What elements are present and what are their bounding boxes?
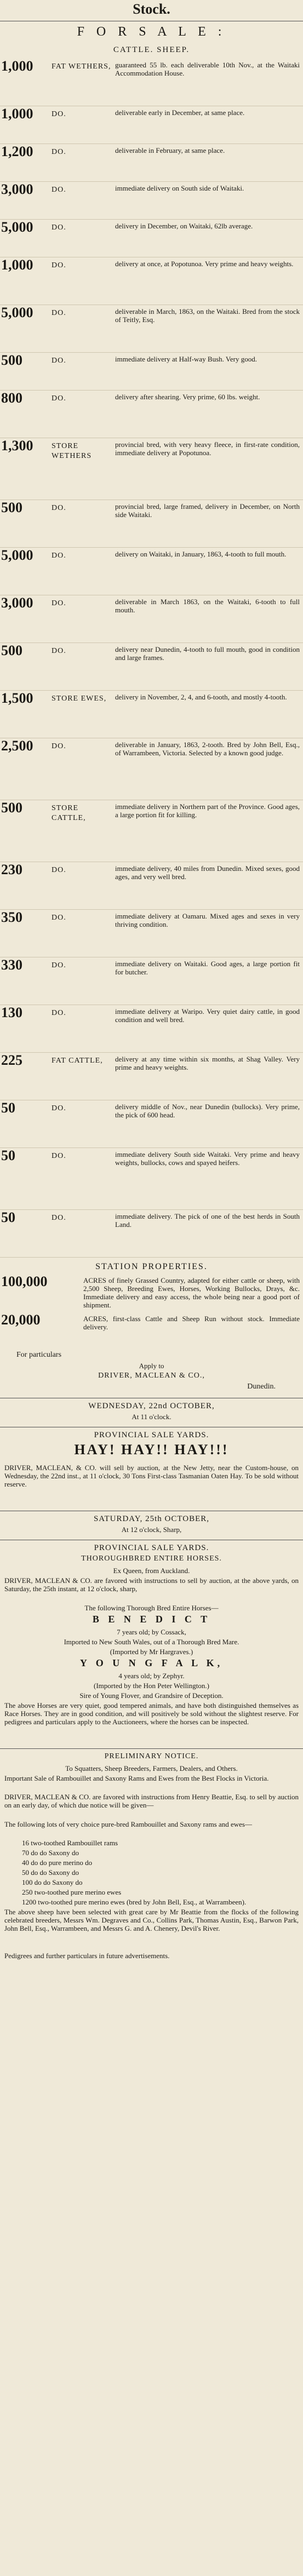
notice-heading: PRELIMINARY NOTICE. (104, 1752, 199, 1760)
lot-row (0, 500, 303, 548)
lot-description: deliverable in March, 1863, on the Waitaki. Bred from the stock of Teitly, Esq. (115, 307, 300, 324)
lot-description: immediate delivery in Northern part of the Province. Good ages, a large portion fit for killing. (115, 802, 300, 819)
lot-row (0, 1053, 303, 1100)
station-item (0, 1312, 303, 1351)
lot-row (0, 144, 303, 182)
lot-row (0, 1005, 303, 1053)
lot-row (0, 800, 303, 862)
lot-kind: DO. (52, 866, 66, 874)
column-title: Stock. (0, 0, 303, 21)
lot-quantity: 330 (1, 957, 22, 973)
lot-kind: DO. (52, 647, 66, 655)
lot-description: provincial bred, with very heavy fleece, in first-rate condition, immediate delivery at Popotunoa. (115, 440, 300, 457)
lot-kind: DO. (52, 742, 66, 750)
lot-description: delivery in November, 2, 4, and 6-tooth, and mostly 4-tooth. (115, 693, 287, 701)
lot-quantity: 800 (1, 391, 22, 406)
notice-closing: The above sheep have been selected with great care by Mr Beattie from the flocks of the following celebrated breeders, Messrs Wm. Degraves and Co., Collins Park, Thomas Austin, Esq., Barwon Park, John Bell, Esq., Warrambeen, and Messrs G. and A. Chenery, Devil's River. (4, 1908, 299, 1932)
lot-row (0, 548, 303, 595)
lot-kind: DO. (52, 961, 66, 969)
horse1-import: Imported to New South Wales, out of a Thorough Bred Mare. (64, 1638, 239, 1646)
lot-kind: STORE CATTLE, (52, 804, 86, 822)
lot-quantity: 500 (1, 353, 22, 368)
lot-quantity: 225 (1, 1053, 22, 1068)
lot-description: provincial bred, large framed, delivery in December, on North side Waitaki. (115, 502, 300, 519)
lot-kind: DO. (52, 599, 66, 607)
lot-quantity: 3,000 (1, 595, 33, 611)
lot-description: immediate delivery at Oamaru. Mixed ages and sexes in very thriving condition. (115, 912, 300, 928)
lot-quantity: 3,000 (1, 182, 33, 197)
sale2-venue: PROVINCIAL SALE YARDS. (94, 1544, 209, 1552)
lot-quantity: 5,000 (1, 548, 33, 563)
horse-young-falk: Y O U N G F A L K, (79, 1657, 224, 1668)
station-desc: ACRES, first-class Cattle and Sheep Run without stock. Immediate delivery. (83, 1315, 300, 1331)
station-desc: ACRES of finely Grassed Country, adapted for either cattle or sheep, with 2,500 Sheep, Breeding Ewes, Horses, Working Bullocks, Drays, &c. Immediate delivery and easy access, the whole being near a good port of shipment. (83, 1276, 300, 1309)
lot-quantity: 500 (1, 500, 22, 515)
lot-quantity: 1,500 (1, 691, 33, 706)
notice-list-item: 100 do do Saxony do (22, 1878, 83, 1886)
apply-to: Apply to (139, 1362, 164, 1370)
lot-row (0, 182, 303, 220)
lot-kind: DO. (52, 1152, 66, 1160)
notice-list (0, 1839, 303, 1908)
lot-description: immediate delivery on Waitaki. Good ages, a large portion fit for butcher. (115, 960, 300, 976)
lot-kind: DO. (52, 1104, 66, 1112)
notice-list-item: 1200 two-toothed pure merino ewes (bred by John Bell, Esq., at Warrambeen). (22, 1898, 247, 1906)
lot-kind: FAT WETHERS, (52, 62, 111, 71)
lot-row (0, 438, 303, 500)
lot-row (0, 59, 303, 106)
lot-kind: DO. (52, 1009, 66, 1017)
for-particulars: For particulars (16, 1351, 62, 1359)
lot-description: guaranteed 55 lb. each deliverable 10th Nov., at the Waitaki Accommodation House. (115, 61, 300, 77)
lot-kind: DO. (52, 186, 66, 194)
lot-description: immediate delivery at Half-way Bush. Very good. (115, 355, 257, 363)
notice-list-item: 40 do do pure merino do (22, 1858, 93, 1867)
lot-row (0, 691, 303, 738)
notice-list-item: 250 two-toothed pure merino ewes (22, 1888, 122, 1896)
lot-description: delivery near Dunedin, 4-tooth to full mouth, good in condition and large frames. (115, 645, 300, 662)
lot-kind: DO. (52, 261, 66, 269)
horse1-note: 7 years old; by Cossack, (117, 1628, 186, 1636)
lot-quantity: 1,000 (1, 59, 33, 74)
horse-benedict: B E N E D I C T (92, 1614, 211, 1625)
agent-name: DRIVER, MACLEAN & CO., (98, 1372, 205, 1380)
station-item (0, 1274, 303, 1312)
lot-description: delivery at once, at Popotunoa. Very prime and heavy weights. (115, 260, 294, 268)
agent-location: Dunedin. (247, 1382, 276, 1391)
lot-kind: DO. (52, 1214, 66, 1222)
notice-important: Important Sale of Rambouillet and Saxony Rams and Ewes from the Best Flocks in Victoria. (4, 1774, 269, 1782)
horse2-note: 4 years old; by Zephyr. (118, 1672, 185, 1680)
lot-kind: DO. (52, 357, 66, 365)
lot-description: immediate delivery South side Waitaki. Very prime and heavy weights, bullocks, cows and spayed heifers. (115, 1150, 300, 1167)
horse2-import: (Imported by Mr Hargraves.) (110, 1648, 193, 1656)
station-qty: 100,000 (1, 1273, 48, 1289)
lot-description: immediate delivery. The pick of one of the best herds in South Land. (115, 1212, 300, 1229)
lot-kind: DO. (52, 309, 66, 317)
sale2-body: DRIVER, MACLEAN & CO. are favored with instructions to sell by auction, at the above yards, on Saturday, the 25th instant, at 12 o'clock, sharp, (4, 1576, 299, 1593)
for-sale-banner: F O R S A L E : (77, 25, 226, 39)
lot-quantity: 500 (1, 643, 22, 658)
lot-kind: STORE EWES, (52, 695, 107, 703)
lot-kind: DO. (52, 148, 66, 156)
horses-ex: Ex Queen, from Auckland. (113, 1567, 190, 1575)
horses-following: The following Thorough Bred Entire Horses— (84, 1604, 219, 1612)
lot-quantity: 2,500 (1, 738, 33, 754)
lot-description: immediate delivery at Waripo. Very quiet dairy cattle, in good condition and well bred. (115, 1007, 300, 1024)
station-heading: STATION PROPERTIES. (95, 1262, 208, 1271)
sale2-date: SATURDAY, 25th OCTOBER, (93, 1514, 210, 1523)
lot-row (0, 220, 303, 257)
lot-kind: DO. (52, 914, 66, 922)
hay-heading: HAY! HAY!! HAY!!! (74, 1442, 229, 1458)
lot-description: immediate delivery on South side of Waitaki. (115, 184, 244, 192)
lot-row (0, 738, 303, 800)
notice-to: To Squatters, Sheep Breeders, Farmers, Dealers, and Others. (65, 1764, 238, 1772)
lot-row (0, 1210, 303, 1258)
lot-row (0, 862, 303, 910)
sheep-lots (0, 59, 303, 800)
notice-following: The following lots of very choice pure-bred Rambouillet and Saxony rams and ewes— (4, 1820, 252, 1828)
sale1-body: DRIVER, MACLEAN, & CO. will sell by auction, at the New Jetty, near the Custom-house, on Wednesday, the 22nd inst., at 11 o'clock, 30 Tons First-class Tasmanian Oaten Hay. To be sold without reserve. (4, 1464, 299, 1488)
lot-description: delivery after shearing. Very prime, 60 lbs. weight. (115, 393, 260, 401)
lot-row (0, 305, 303, 353)
lot-quantity: 1,000 (1, 106, 33, 122)
lot-row (0, 353, 303, 391)
lot-description: delivery in December, on Waitaki, 62lb average. (115, 222, 253, 230)
notice-list-item: 50 do do Saxony do (22, 1868, 79, 1877)
lot-kind: FAT CATTLE, (52, 1057, 103, 1065)
divider (0, 1748, 303, 1749)
lot-quantity: 1,000 (1, 257, 33, 273)
lot-description: deliverable in March 1863, on the Waitaki, 6-tooth to full mouth. (115, 598, 300, 614)
lot-quantity: 5,000 (1, 305, 33, 320)
notice-pedigree: Pedigrees and further particulars in future advertisements. (4, 1952, 170, 1960)
lot-description: deliverable early in December, at same place. (115, 108, 245, 117)
lot-row (0, 257, 303, 305)
lot-quantity: 50 (1, 1210, 15, 1225)
lot-description: deliverable in January, 1863, 2-tooth. Bred by John Bell, Esq., of Warrambeen, Victoria. Selected by a known good judge. (115, 741, 300, 757)
lot-quantity: 350 (1, 910, 22, 925)
lot-quantity: 1,300 (1, 438, 33, 454)
sale1-date: WEDNESDAY, 22nd OCTOBER, (88, 1402, 215, 1410)
lot-quantity: 50 (1, 1100, 15, 1116)
sale2-time: At 12 o'clock, Sharp, (121, 1525, 182, 1534)
lot-row (0, 643, 303, 691)
lot-description: delivery on Waitaki, in January, 1863, 4-tooth to full mouth. (115, 550, 287, 558)
lot-quantity: 5,000 (1, 220, 33, 235)
lot-row (0, 957, 303, 1005)
lot-row (0, 1100, 303, 1148)
lot-description: delivery middle of Nov., near Dunedin (bullocks). Very prime, the pick of 600 head. (115, 1103, 300, 1119)
lot-quantity: 130 (1, 1005, 22, 1020)
sale1-venue: PROVINCIAL SALE YARDS. (94, 1431, 209, 1439)
sale2-closing: The above Horses are very quiet, good tempered animals, and have both distinguished themselves as Race Horses. They are in good condition, and will positively be sold without the slightest reserve. For pedigrees and particulars apply to the Auctioneers, where the horses can be inspected. (4, 1701, 299, 1726)
lot-kind: DO. (52, 552, 66, 560)
lot-kind: DO. (52, 110, 66, 118)
lot-row (0, 910, 303, 957)
horse2-sire: Sire of Young Flover, and Grandsire of Deception. (79, 1691, 224, 1700)
lot-kind: DO. (52, 394, 66, 403)
lot-kind: STORE WETHERS (52, 442, 92, 460)
lot-row (0, 1148, 303, 1210)
notice-body: DRIVER, MACLEAN & CO. are favored with instructions from Henry Beattie, Esq. to sell by auction on an early day, of which due notice will be given— (4, 1793, 299, 1809)
notice-list-item: 16 two-toothed Rambouillet rams (22, 1839, 118, 1847)
cattle-lots (0, 800, 303, 1258)
lot-quantity: 1,200 (1, 144, 33, 159)
horses-heading: THOROUGHBRED ENTIRE HORSES. (81, 1554, 222, 1563)
station-qty: 20,000 (1, 1312, 41, 1328)
lot-quantity: 500 (1, 800, 22, 816)
lot-row (0, 106, 303, 144)
lot-row (0, 595, 303, 643)
lot-row (0, 391, 303, 438)
lot-quantity: 230 (1, 862, 22, 877)
lot-description: delivery at any time within six months, at Shag Valley. Very prime and heavy weights. (115, 1055, 300, 1071)
lot-description: deliverable in February, at same place. (115, 146, 225, 154)
lot-description: immediate delivery, 40 miles from Dunedin. Mixed sexes, good ages, and very well bred. (115, 864, 300, 881)
sale1-time: At 11 o'clock. (132, 1413, 171, 1421)
lot-kind: DO. (52, 223, 66, 232)
horse2-import2: (Imported by the Hon Peter Wellington.) (93, 1682, 209, 1690)
category-heading: CATTLE. SHEEP. (113, 45, 190, 54)
notice-list-item: 70 do do Saxony do (22, 1849, 79, 1857)
lot-quantity: 50 (1, 1148, 15, 1163)
lot-kind: DO. (52, 504, 66, 512)
